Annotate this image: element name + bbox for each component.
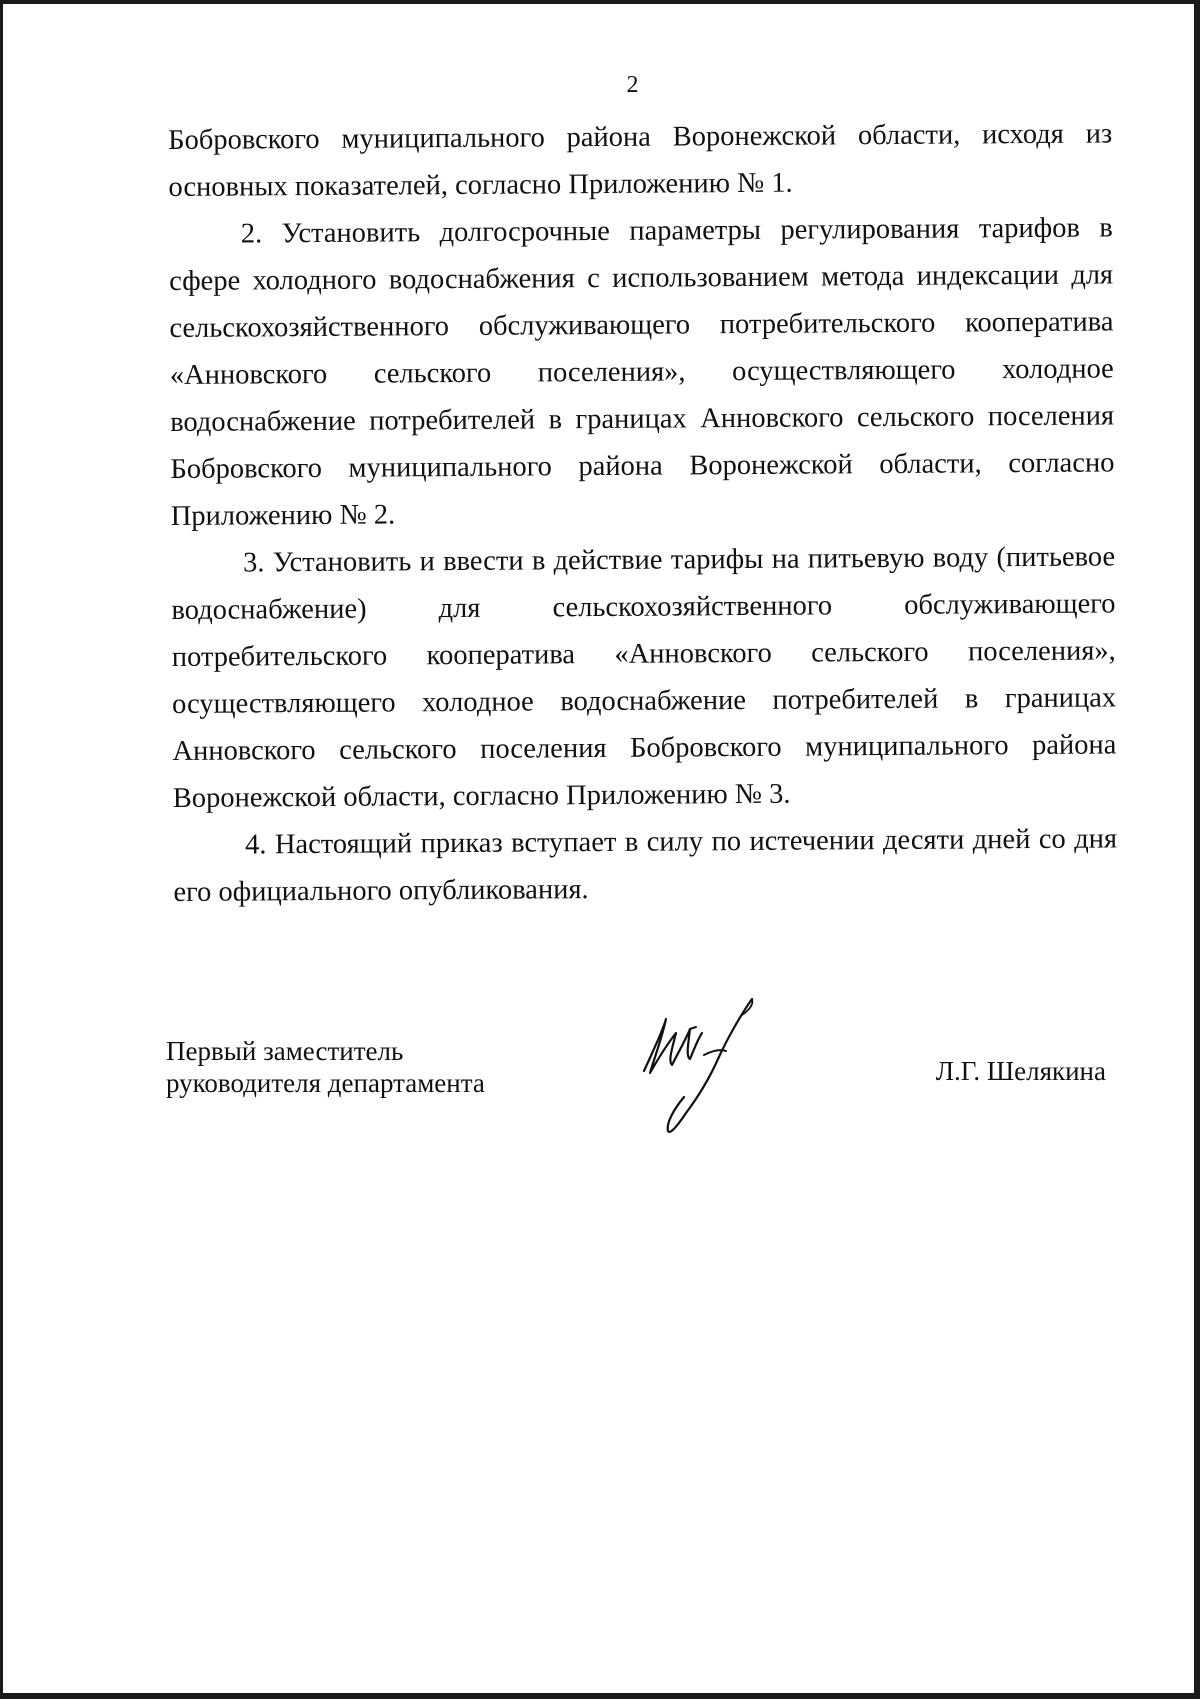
signer-title-line-1: Первый заместитель	[166, 1036, 404, 1066]
page-number: 2	[626, 72, 639, 98]
signature-block	[166, 1035, 1106, 1155]
signer-title-line-2: руководителя департамента	[166, 1068, 485, 1098]
signer-name: Л.Г. Шелякина	[935, 1056, 1106, 1086]
paragraph-2: 2. Установить долгосрочные параметры регулирования тарифов в сфере холодного водоснабжения с использованием метода индексации для сельскохозяйственного обслуживающего потребительского кооператива «Анновского сельского поселения», осуществляющего холодное водоснабжение потребителей в границах Анновского сельского поселения Бобровского муниципального района Воронежской области, согласно Приложению № 2.	[169, 212, 1115, 532]
paragraph-continuation: Бобровского муниципального района Воронежской области, исходя из основных показателей, согласно Приложению № 1.	[168, 118, 1113, 203]
handwritten-signature	[632, 993, 762, 1143]
paragraph-3: 3. Установить и ввести в действие тарифы на питьевую воду (питьевое водоснабжение) для сельскохозяйственного обслуживающего потребительского кооператива «Анновского сельского поселения», осуществляющего холодное водоснабжение потребителей в границах Анновского сельского поселения Бобровского муниципального района Воронежской области, согласно Приложению № 3.	[171, 541, 1117, 814]
document-body	[168, 110, 1118, 916]
signer-title	[166, 1035, 485, 1099]
paragraph-4: 4. Настоящий приказ вступает в силу по истечении десяти дней со дня его официального опубликования.	[173, 823, 1118, 908]
